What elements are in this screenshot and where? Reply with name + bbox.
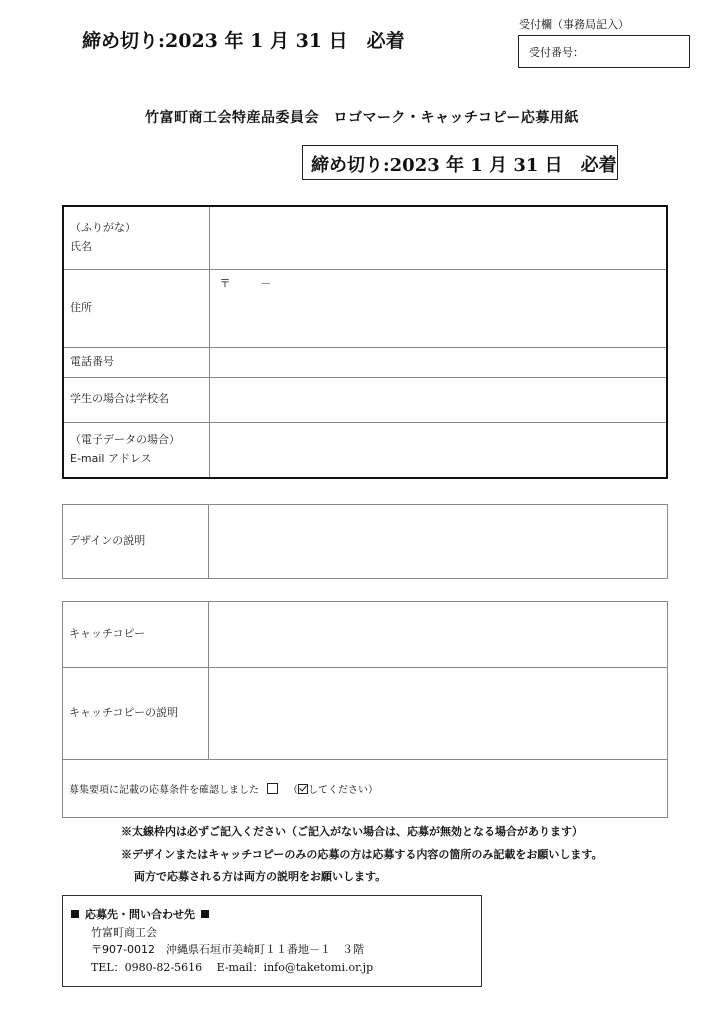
postal-dash: － (260, 276, 272, 290)
email-label: E-mail アドレス (70, 451, 152, 465)
deadline-box (302, 145, 618, 180)
note-both: 両方で応募される方は両方の説明をお願いします。 (134, 870, 387, 883)
email-label-cell (63, 422, 209, 478)
address-label: 住所 (63, 269, 209, 347)
postal-mark: 〒 (219, 276, 231, 290)
phone-row (63, 347, 667, 377)
contact-org: 竹富町商工会 (91, 926, 157, 939)
design-description-label: デザインの説明 (63, 505, 209, 579)
address-field[interactable] (209, 269, 667, 347)
note-partial: ※デザインまたはキャッチコピーのみの応募の方は応募する内容の箇所のみ記載をお願いします。 (121, 848, 603, 861)
phone-label: 電話番号 (63, 347, 209, 377)
design-description-field[interactable] (209, 505, 668, 579)
email-row (63, 422, 667, 478)
contact-heading (71, 906, 209, 922)
check-mark-icon (298, 784, 308, 794)
design-table (62, 504, 668, 579)
email-note: （電子データの場合） (70, 433, 180, 447)
form-title: 竹富町商工会特産品委員会 ロゴマーク・キャッチコピー応募用紙 (145, 110, 579, 126)
confirm-cell (63, 760, 668, 818)
catchcopy-row (63, 602, 668, 668)
confirm-text: 募集要項に記載の応募条件を確認しました (69, 785, 259, 796)
reception-box (518, 35, 690, 68)
school-field[interactable] (209, 377, 667, 422)
catchcopy-label: キャッチコピー (63, 602, 209, 668)
reception-caption: 受付欄（事務局記入） (519, 18, 629, 31)
catchcopy-field[interactable] (209, 602, 668, 668)
contact-heading-text: 応募先・問い合わせ先 (85, 908, 195, 921)
deadline-box-text: 締め切り:2023 年 1 月 31 日 必着 (311, 155, 617, 176)
reception-number-label: 受付番号： (529, 46, 584, 59)
design-row (63, 505, 668, 579)
square-bullet-icon (71, 910, 79, 918)
name-label: 氏名 (70, 239, 92, 253)
contact-address: 〒907-0012 沖縄県石垣市美崎町１１番地－１ ３階 (91, 943, 364, 956)
name-label-cell (63, 206, 209, 269)
furigana-label: （ふりがな） (70, 221, 136, 235)
catchcopy-table (62, 601, 668, 818)
confirm-checkbox[interactable] (267, 783, 278, 794)
catchcopy-description-field[interactable] (209, 668, 668, 760)
name-row (63, 206, 667, 269)
school-label: 学生の場合は学校名 (63, 377, 209, 422)
confirm-hint (288, 785, 378, 796)
contact-tel-email: TEL：0980-82-5616 E-mail：info@taketomi.or.jp (91, 961, 374, 974)
address-row (63, 269, 667, 347)
catchcopy-description-label: キャッチコピーの説明 (63, 668, 209, 760)
email-field[interactable] (209, 422, 667, 478)
postal-code-field (220, 275, 272, 291)
name-field[interactable] (209, 206, 667, 269)
confirm-hint-open: （ (288, 785, 298, 796)
square-bullet-icon (201, 910, 209, 918)
catchcopy-description-row (63, 668, 668, 760)
contact-box (62, 895, 482, 987)
confirm-hint-text: してください） (308, 785, 378, 796)
note-required: ※太線枠内は必ずご記入ください（ご記入がない場合は、応募が無効となる場合があります） (121, 825, 583, 838)
school-row (63, 377, 667, 422)
phone-field[interactable] (209, 347, 667, 377)
confirm-row (63, 760, 668, 818)
deadline-heading: 締め切り:2023 年 1 月 31 日 必着 (82, 30, 405, 52)
applicant-table (62, 205, 668, 479)
